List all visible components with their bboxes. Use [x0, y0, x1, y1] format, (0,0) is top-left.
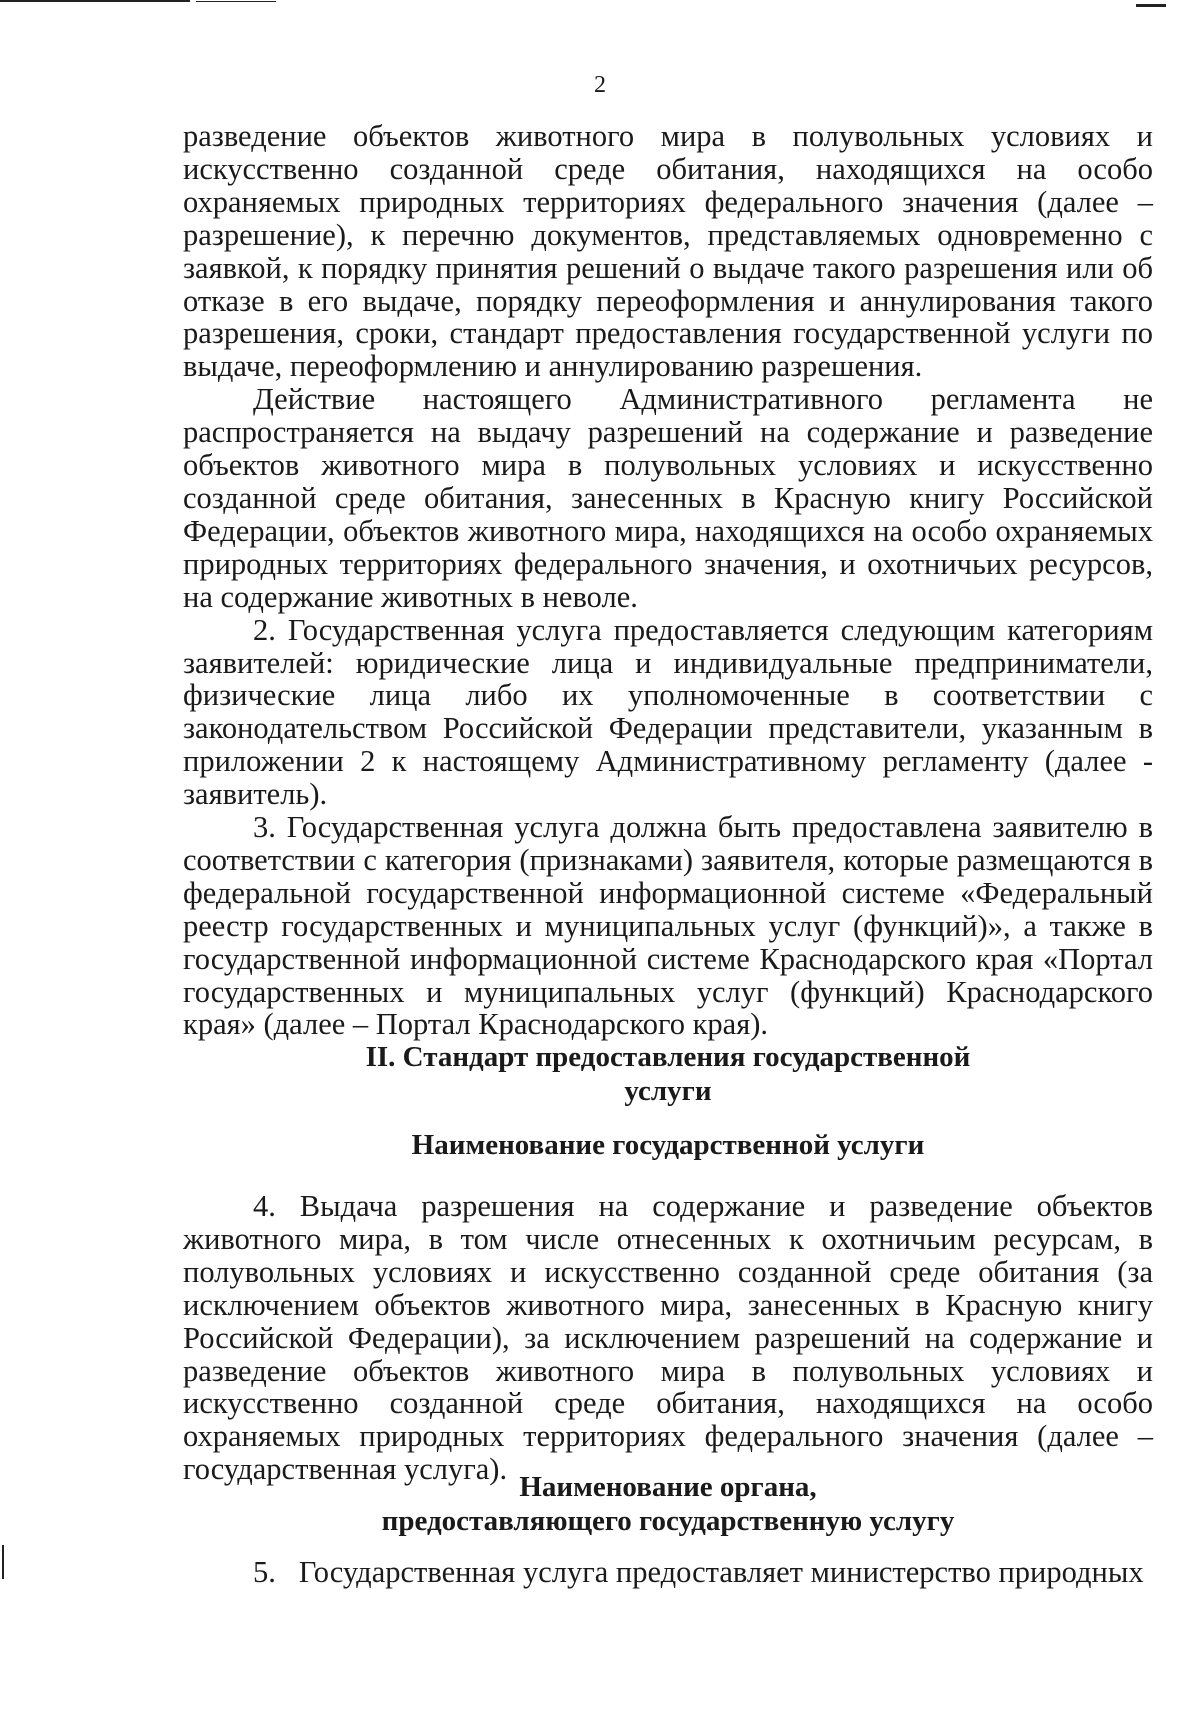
subsection-title-authority-line-1: Наименование органа, [519, 1471, 817, 1503]
page-number: 2 [594, 72, 606, 98]
scan-edge-line-top [0, 0, 190, 2]
scan-edge-mark-right [1136, 4, 1166, 7]
section-title-line-2: услуги [624, 1075, 712, 1107]
subsection-title-authority-line-2: предоставляющего государственную услугу [381, 1505, 955, 1537]
paragraph-5-block [183, 1556, 1153, 1589]
section-title-line-1: II. Стандарт предоставления государственной [365, 1041, 971, 1073]
section-title [183, 1040, 1153, 1108]
scan-edge-line-top-2 [196, 1, 276, 2]
intro-text [183, 120, 1153, 1041]
subsection-title-authority [183, 1470, 1153, 1538]
paragraph-2: 2. Государственная услуга предоставляется следующим категориям заявителей: юридические лица и индивидуальные предприниматели, физические лица либо их уполномоченные в соответствии с законодательством Российской Федерации представители, указанным в приложении 2 к настоящему Административному регламенту (далее - заявитель). [183, 612, 1153, 812]
paragraph-4: 4. Выдача разрешения на содержание и разведение объектов животного мира, в том числе отнесенных к охотничьим ресурсам, в полувольных условиях и искусственно созданной среде обитания (за исключением объектов животного мира, занесенных в Красную книгу Российской Федерации), за исключением разрешений на содержание и разведение объектов животного мира в полувольных условиях и искусственно созданной среде обитания, находящихся на особо охраняемых природных территориях федерального значения (далее – государственная услуга). [183, 1189, 1153, 1487]
paragraph-3: 3. Государственная услуга должна быть предоставлена заявителю в соответствии с категория (признаками) заявителя, которые размещаются в федеральной государственной информационной системе «Федеральный реестр государственных и муниципальных услуг (функций)», а также в государственной информационной системе Краснодарского края «Портал государственных и муниципальных услуг (функций) Краснодарского края» (далее – Портал Краснодарского края). [183, 810, 1153, 1042]
scan-edge-mark-left [2, 1545, 4, 1579]
paragraph-continuation: разведение объектов животного мира в полувольных условиях и искусственно созданной среде обитания, находящихся на особо охраняемых природных территориях федерального значения (далее – разрешение), к перечню документов, представляемых одновременно с заявкой, к порядку принятия решений о выдаче такого разрешения или об отказе в его выдаче, порядку переоформления и аннулирования такого разрешения, сроки, стандарт предоставления государственной услуги по выдаче, переоформлению и аннулированию разрешения. [183, 119, 1153, 384]
paragraph-scope: Действие настоящего Административного регламента не распространяется на выдачу разрешений на содержание и разведение объектов животного мира в полувольных условиях и искусственно созданной среде обитания, занесенных в Красную книгу Российской Федерации, объектов животного мира, находящихся на особо охраняемых природных территориях федерального значения, и охотничьих ресурсов, на содержание животных в неволе. [183, 382, 1153, 614]
paragraph-5: 5. Государственная услуга предоставляет министерство природных [253, 1555, 1144, 1589]
subsection-title-name: Наименование государственной услуги [411, 1129, 925, 1161]
paragraph-4-block [183, 1190, 1153, 1486]
